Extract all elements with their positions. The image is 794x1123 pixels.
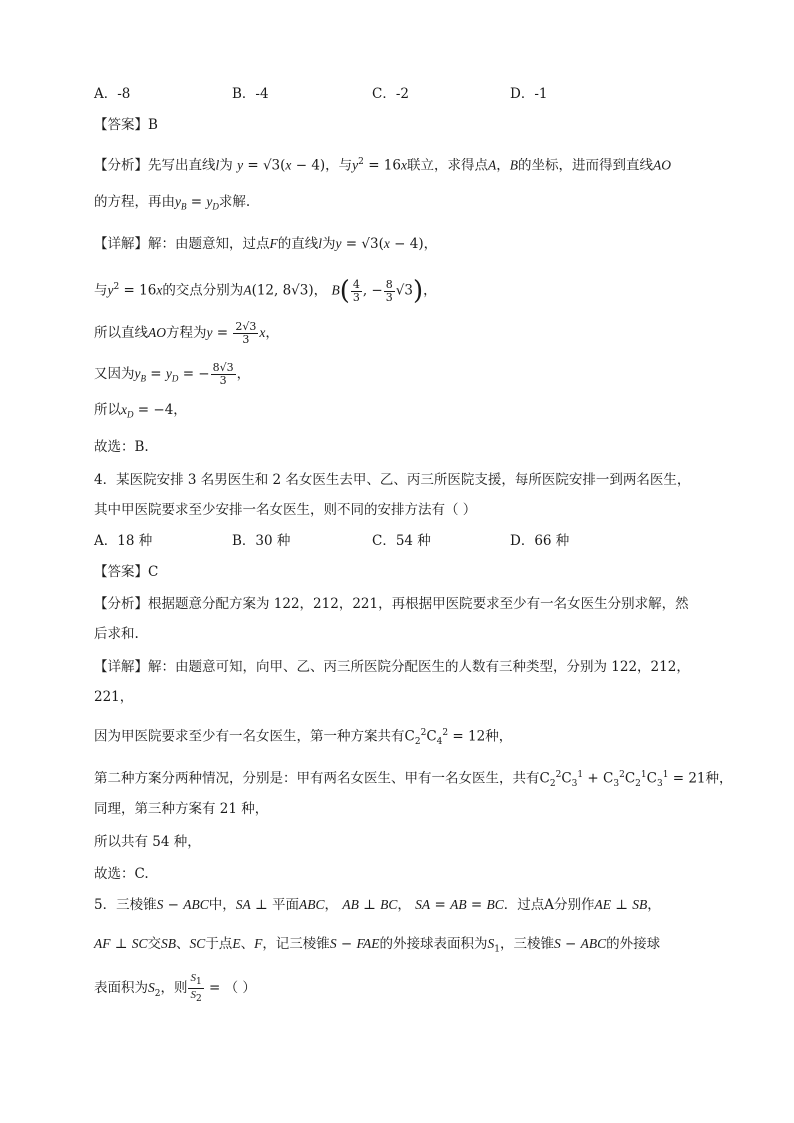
q4-detail-line2: 221， <box>94 689 134 705</box>
q5-line1: 5．三棱锥S − ABC中，SA ⊥ 平面ABC， AB ⊥ BC， SA = AB = BC．过点A分别作AE ⊥ SB， <box>94 897 661 913</box>
detail-tag: 【详解】 <box>94 659 148 675</box>
q4-detail-line6: 所以共有 54 种， <box>94 834 201 850</box>
q3-detail-line2: 与$y^2 = 16x$的交点分别为A(12, 8√3)， B( $\frac{4}{3}$ , − $\frac{8}{3}$ √3)， <box>94 276 437 306</box>
q5-line2: AF ⊥ SC交SB、SC于点E、F，记三棱锥S − FAE的外接球表面积为$S_1$，三棱锥S − ABC的外接球 <box>94 936 661 955</box>
text: ．过点A分别作 <box>503 897 595 913</box>
text: ，三棱锥 <box>499 936 554 952</box>
text: ，记三棱锥 <box>262 936 330 952</box>
text: 于点 <box>205 936 233 952</box>
q3-detail-line3: 所以直线AO方程为y = $\frac{2√3}{3}$ x， <box>94 320 279 346</box>
analysis-tag: 【分析】 <box>94 596 148 612</box>
q4-detail-line1 <box>94 657 690 677</box>
text: 所以直线 <box>94 325 148 341</box>
text: （ ） <box>224 980 256 997</box>
q3-detail-line1: 【详解】解：由题意知，过点F的直线l为y = √3(x − 4)， <box>94 236 438 252</box>
q4-stem-line1: 4．某医院安排 3 名男医生和 2 名女医生去甲、乙、丙三所医院支援，每所医院安排一到两名医生， <box>94 472 691 488</box>
q4-option-b: B．30 种 <box>232 533 291 549</box>
text: 因为甲医院要求至少有一名女医生，第一种方案共有 <box>94 728 405 745</box>
q3-analysis-line2: 的方程，再由$y_B = y_D$求解. <box>94 194 251 212</box>
text: 中， <box>208 897 236 913</box>
q4-option-a: A．18 种 <box>94 533 153 549</box>
text: 的外接球 <box>606 936 661 952</box>
q4-answer <box>94 562 158 582</box>
q4-detail-line3: 因为甲医院要求至少有一名女医生，第一种方案共有$C_2^2C_4^2 = 12$种， <box>94 728 513 748</box>
q4-analysis-line1 <box>94 594 689 614</box>
math: y <box>237 157 244 173</box>
text: 第二种方案分两种情况，分别是：甲有两名女医生、甲有一名女医生，共有 <box>94 770 540 787</box>
answer-tag: 【答案】 <box>94 564 148 580</box>
text: 的方程，再由 <box>94 194 175 210</box>
text: 的坐标，进而得到直线 <box>517 157 653 174</box>
text: 解：由题意可知，向甲、乙、丙三所医院分配医生的人数有三种类型，分别为 122，212， <box>148 659 690 675</box>
q4-detail-line4: 第二种方案分两种情况，分别是：甲有两名女医生、甲有一名女医生，共有$C_2^2C_3^1 + C_3^2C_2^1C_3^1 = 21$种， <box>94 770 733 790</box>
text: 交 <box>147 936 162 952</box>
answer-value: B <box>148 117 158 133</box>
text: 方程为 <box>166 325 207 341</box>
text: 的交点分别为 <box>162 282 244 299</box>
q4-option-d: D．66 种 <box>510 533 570 549</box>
text: 为 <box>322 236 336 252</box>
text: ，与 <box>325 157 353 174</box>
q4-detail-line5: 同理，第三种方案有 21 种， <box>94 801 269 817</box>
q3-conclusion: 故选：B. <box>94 439 149 455</box>
answer-value: C <box>148 564 159 580</box>
text: 的外接球表面积为 <box>379 936 488 952</box>
q3-option-b: B．-4 <box>232 86 269 102</box>
text: 平面 <box>272 897 300 913</box>
text: 的直线 <box>277 236 319 252</box>
text: 求解. <box>218 194 251 210</box>
q4-option-c: C．54 种 <box>372 533 431 549</box>
text: ，则 <box>160 980 188 997</box>
text: 种， <box>705 770 733 787</box>
q3-option-a: A．-8 <box>94 86 131 102</box>
q5-line3: 表面积为$S_2$，则 $\frac{S_1}{S_2}$ = （ ） <box>94 972 256 1005</box>
text: 解：由题意知，过点 <box>148 236 270 252</box>
q4-stem-line2: 其中甲医院要求至少安排一名女医生，则不同的安排方法有（ ） <box>94 502 477 518</box>
q3-detail-line5: 所以$x_D = -4$， <box>94 402 187 420</box>
answer-tag: 【答案】 <box>94 117 148 133</box>
q4-analysis-line2: 后求和. <box>94 626 139 642</box>
text: 种， <box>485 728 513 745</box>
q3-option-d: D．-1 <box>510 86 548 102</box>
detail-tag: 【详解】 <box>94 236 148 252</box>
q3-answer <box>94 115 158 135</box>
q4-conclusion: 故选：C. <box>94 866 149 882</box>
q3-analysis-line1: 【分析】先写出直线l为 y = √3(x − 4)，与$y^2 = 16x$联立，求得点A，B的坐标，进而得到直线AO <box>94 157 671 174</box>
math: y <box>352 157 359 173</box>
text: 先写出直线 <box>148 157 216 174</box>
math: l <box>215 157 220 173</box>
text: 又因为 <box>94 366 135 382</box>
text: 5．三棱锥 <box>94 897 157 913</box>
text: 所以 <box>94 402 121 418</box>
analysis-tag: 【分析】 <box>94 157 148 174</box>
text: 表面积为 <box>94 980 148 997</box>
q3-detail-line4: 又因为$y_B = y_D$ = − $\frac{8√3}{3}$ ， <box>94 361 251 387</box>
text: 根据题意分配方案为 122，212，221，再根据甲医院要求至少有一名女医生分别求解，然 <box>148 596 689 612</box>
text: 与 <box>94 282 108 299</box>
q3-option-c: C．-2 <box>372 86 409 102</box>
text: 联立，求得点 <box>406 157 488 174</box>
